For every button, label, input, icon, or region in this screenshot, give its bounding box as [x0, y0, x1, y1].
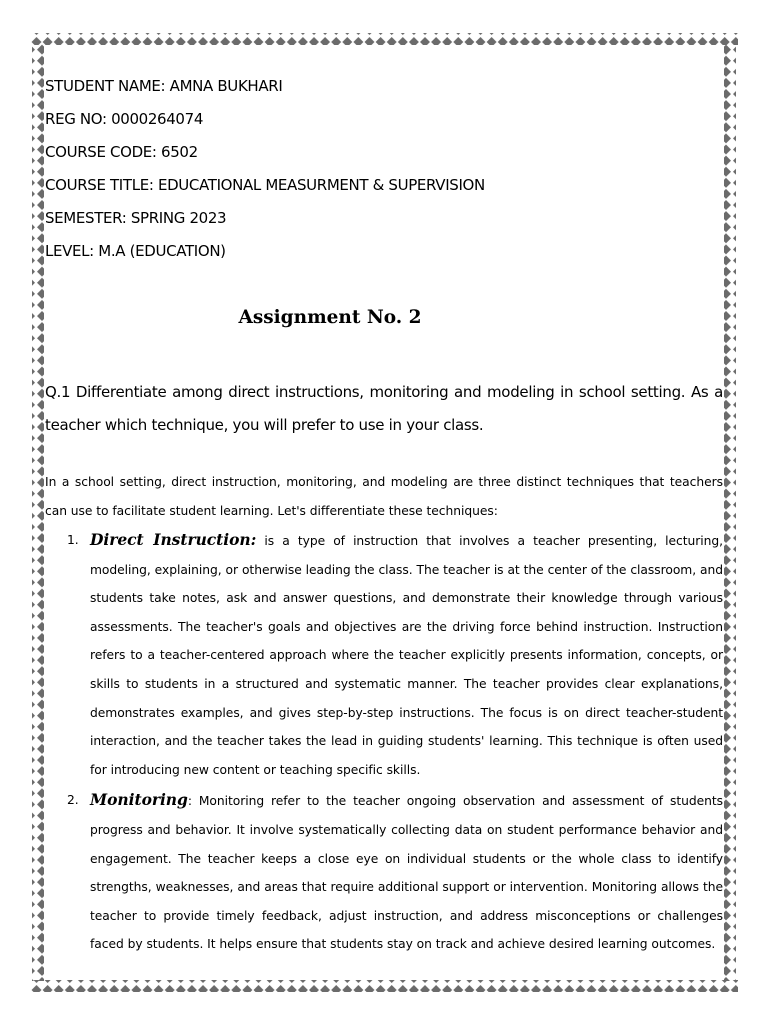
student-info-block [45, 70, 723, 268]
semester: SEMESTER: SPRING 2023 [45, 209, 227, 227]
list-item-text: Monitoring refer to the teacher ongoing observation and assessment of students progress and behavior. It involve systematically collecting data on student performance behavior and engagement. The teacher keeps a close eye on individual students or the whole class to identify strengths, weaknesses, and areas that require additional support or intervention. Monitoring allows the teacher to provide timely feedback, adjust instruction, and address misconceptions or challenges faced by students. It helps ensure that students stay on track and achieve desired learning outcomes. [90, 794, 723, 952]
border-bottom [31, 980, 738, 992]
assignment-title: Assignment No. 2 [238, 307, 422, 328]
border-left [32, 44, 44, 981]
student-name: STUDENT NAME: AMNA BUKHARI [45, 77, 283, 95]
document-content [45, 70, 723, 952]
technique-list [45, 526, 723, 959]
list-item-text: is a type of instruction that involves a teacher presenting, lecturing, modeling, explaining, or otherwise leading the class. The teacher is at the center of the classroom, and students take notes, ask and answer questions, and demonstrate their knowledge through various assessments. The teacher's goals and objectives are the driving force behind instruction. Instruction refers to a teacher-centered approach where the teacher explicitly presents information, concepts, or skills to students in a structured and systematic manner. The teacher provides clear explanations, demonstrates examples, and gives step-by-step instructions. The focus is on direct teacher-student interaction, and the teacher takes the lead in guiding students' learning. This technique is often used for introducing new content or teaching specific skills. [90, 534, 723, 777]
list-item-term: Direct Instruction [90, 530, 251, 549]
list-item-term: Monitoring [90, 790, 188, 810]
list-item [45, 526, 723, 784]
course-title: COURSE TITLE: EDUCATIONAL MEASURMENT & SUPERVISION [45, 176, 485, 194]
course-code: COURSE CODE: 6502 [45, 143, 198, 161]
list-item-separator: : [187, 794, 192, 809]
question-text: Q.1 Differentiate among direct instructions, monitoring and modeling in school setting. As a teacher which technique, you will prefer to use in your class. [45, 383, 723, 434]
list-item [45, 786, 723, 959]
border-right [724, 44, 736, 981]
list-item-separator: : [250, 530, 257, 549]
intro-paragraph: In a school setting, direct instruction, monitoring, and modeling are three distinct techniques that teachers can use to facilitate student learning. Let's differentiate these techniques: [45, 475, 723, 518]
level: LEVEL: M.A (EDUCATION) [45, 242, 226, 260]
list-item-number: 1. [67, 533, 79, 547]
reg-no: REG NO: 0000264074 [45, 110, 204, 128]
list-item-number: 2. [67, 793, 79, 808]
border-top [31, 33, 738, 45]
